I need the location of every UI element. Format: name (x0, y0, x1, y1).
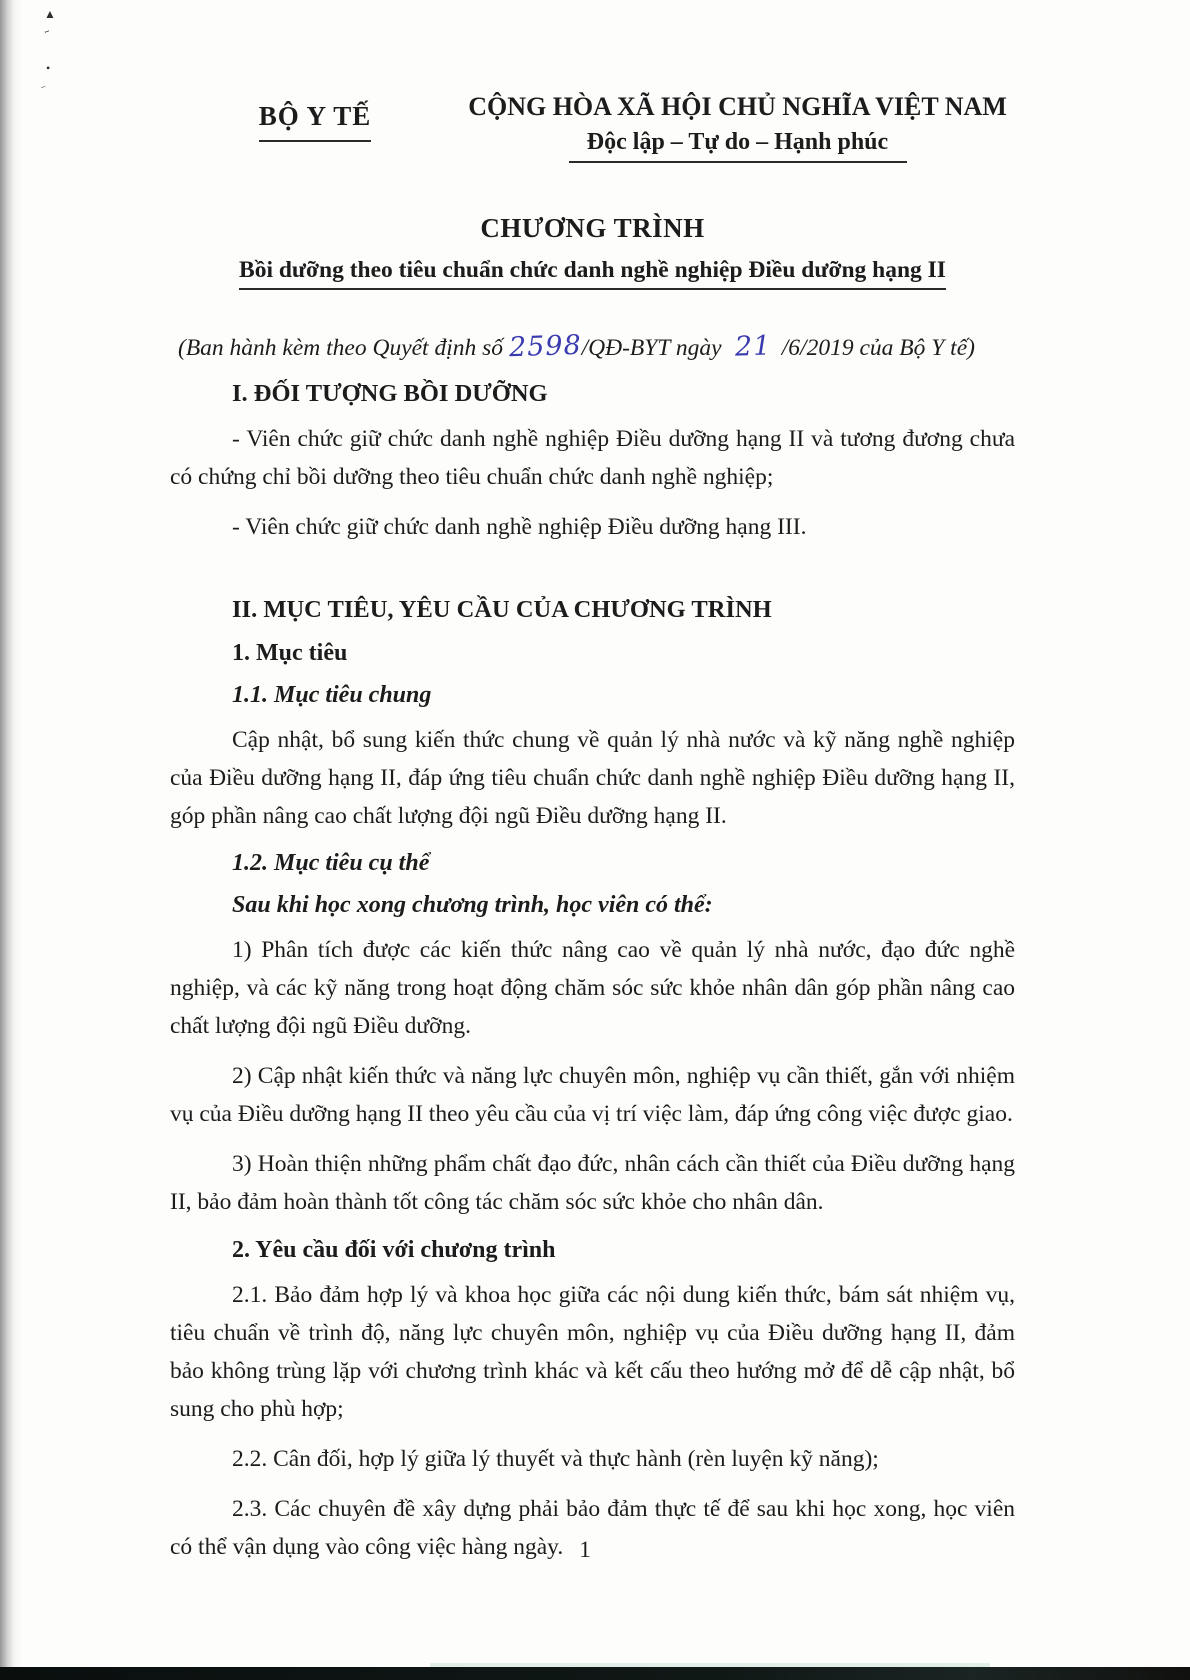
document-body (170, 380, 1015, 1566)
ink-speck: • (46, 61, 51, 75)
issuance-prefix: (Ban hành kèm theo Quyết định số (178, 335, 504, 361)
section-ii-heading: II. MỤC TIÊU, YÊU CẦU CỦA CHƯƠNG TRÌNH (232, 596, 772, 623)
issuing-ministry-block (170, 92, 460, 142)
specific-objective-heading: 1.2. Mục tiêu cụ thể (232, 850, 430, 876)
issuance-middle: /QĐ-BYT ngày (581, 335, 722, 361)
scan-bottom-bar (0, 1667, 1190, 1680)
target-audience-item: - Viên chức giữ chức danh nghề nghiệp Điều dưỡng hạng III. (232, 514, 807, 540)
objective-item: 1) Phân tích được các kiến thức nâng cao về quản lý nhà nước, đạo đức nghề nghiệp, và các kỹ năng trong hoạt động chăm sóc sức khỏe nhân dân góp phần nâng cao chất lượng đội ngũ Điều dưỡng. (170, 937, 1015, 1039)
handwritten-decision-number: 2598 (508, 329, 583, 364)
requirement-item: 2.2. Cân đối, hợp lý giữa lý thuyết và thực hành (rèn luyện kỹ năng); (232, 1446, 879, 1472)
ink-speck: – (38, 80, 48, 92)
requirement-item: 2.3. Các chuyên đề xây dựng phải bảo đảm thực tế để sau khi học xong, học viên có thể vận dụng vào công việc hàng ngày. (170, 1496, 1015, 1560)
ink-speck: ı (42, 28, 53, 35)
specific-objective-lead: Sau khi học xong chương trình, học viên có thể: (232, 892, 713, 918)
general-objective-paragraph: Cập nhật, bổ sung kiến thức chung về quản lý nhà nước và kỹ năng nghề nghiệp của Điều dưỡng hạng II, đáp ứng tiêu chuẩn chức danh nghề nghiệp Điều dưỡng hạng II, góp phần nâng cao chất lượng đội ngũ Điều dưỡng hạng II. (170, 727, 1015, 829)
scan-edge-shadow (0, 0, 22, 1680)
ministry-name: BỘ Y TẾ (258, 101, 372, 131)
document-subtitle-row (170, 257, 1015, 284)
general-objective-heading: 1.1. Mục tiêu chung (232, 682, 432, 708)
national-title: CỘNG HÒA XÃ HỘI CHỦ NGHĨA VIỆT NAM (468, 92, 1007, 121)
requirements-heading: 2. Yêu cầu đối với chương trình (232, 1237, 556, 1263)
document-subtitle: Bồi dưỡng theo tiêu chuẩn chức danh nghề nghiệp Điều dưỡng hạng II (239, 257, 946, 290)
national-header-block (460, 92, 1015, 163)
issuance-line (178, 331, 1015, 362)
requirement-item: 2.1. Bảo đảm hợp lý và khoa học giữa các nội dung kiến thức, bám sát nhiệm vụ, tiêu chuẩn về trình độ, năng lực chuyên môn, nghiệp vụ của Điều dưỡng hạng II, đảm bảo không trùng lặp với chương trình khác và kết cấu theo hướng mở để dễ cập nhật, bổ sung cho phù hợp; (170, 1282, 1015, 1422)
objectives-heading: 1. Mục tiêu (232, 640, 348, 666)
objective-item: 3) Hoàn thiện những phẩm chất đạo đức, nhân cách cần thiết của Điều dưỡng hạng II, bảo đảm hoàn thành tốt công tác chăm sóc sức khỏe cho nhân dân. (170, 1151, 1015, 1215)
ministry-underline (259, 140, 371, 142)
target-audience-item: - Viên chức giữ chức danh nghề nghiệp Điều dưỡng hạng II và tương đương chưa có chứng chỉ bồi dưỡng theo tiêu chuẩn chức danh nghề nghiệp; (170, 426, 1015, 490)
document-title: CHƯƠNG TRÌNH (480, 213, 705, 243)
motto-underline (569, 161, 907, 163)
issuance-suffix: /6/2019 của Bộ Y tế) (781, 335, 975, 361)
section-i-heading: I. ĐỐI TƯỢNG BỒI DƯỠNG (232, 380, 548, 407)
ink-speck: ▲ (44, 7, 56, 21)
document-content (170, 92, 1015, 1566)
national-motto: Độc lập – Tự do – Hạnh phúc (586, 129, 889, 155)
government-header (170, 92, 1015, 163)
objective-item: 2) Cập nhật kiến thức và năng lực chuyên môn, nghiệp vụ cần thiết, gắn với nhiệm vụ của Điều dưỡng hạng II theo yêu cầu của vị trí việc làm, đáp ứng công việc được giao. (170, 1063, 1015, 1127)
page-number: 1 (579, 1537, 591, 1562)
handwritten-day: 21 (734, 330, 773, 363)
